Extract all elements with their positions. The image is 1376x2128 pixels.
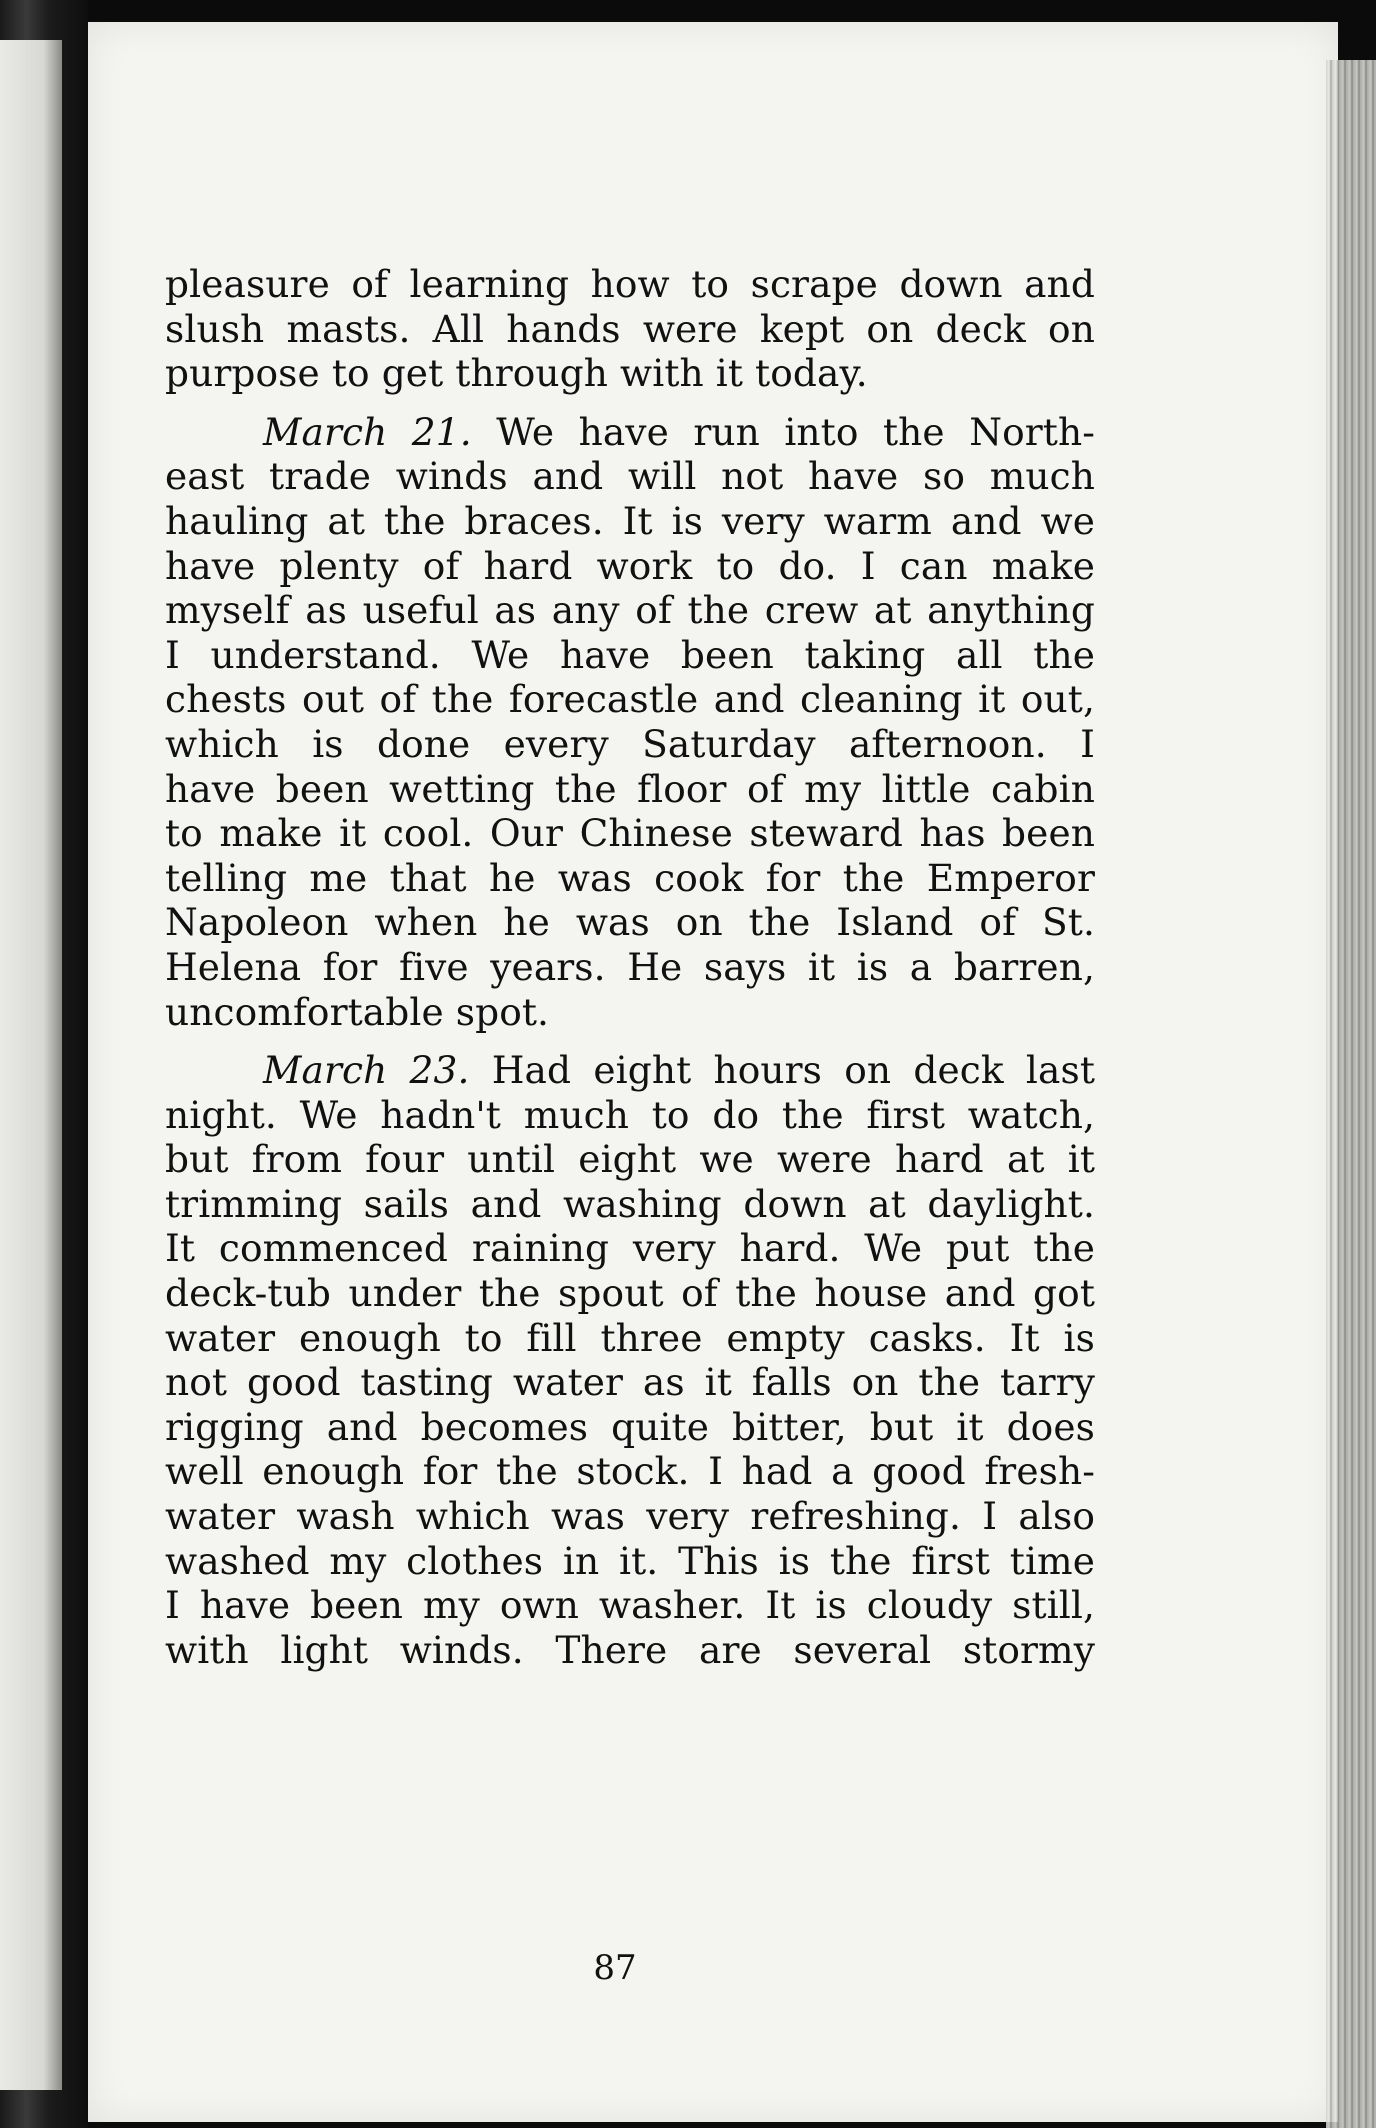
text-line: trimming sails and washing down at daylight. bbox=[165, 1181, 1095, 1226]
text-line: chests out of the forecastle and cleaning it out, bbox=[165, 677, 1095, 722]
page-number: 87 bbox=[593, 1948, 637, 1988]
entry-first-line bbox=[165, 1048, 1095, 1093]
text-line: I have been my own washer. It is cloudy still, bbox=[165, 1583, 1095, 1628]
text-line: well enough for the stock. I had a good fresh- bbox=[165, 1449, 1095, 1494]
entry-date: March 21. bbox=[263, 409, 472, 454]
text-line: Napoleon when he was on the Island of St. bbox=[165, 900, 1095, 945]
text-line: Helena for five years. He says it is a barren, bbox=[165, 944, 1095, 989]
text-line: washed my clothes in it. This is the first time bbox=[165, 1538, 1095, 1583]
text-line: telling me that he was cook for the Emperor bbox=[165, 855, 1095, 900]
text-line: deck-tub under the spout of the house and got bbox=[165, 1271, 1095, 1316]
text-line: myself as useful as any of the crew at anything bbox=[165, 588, 1095, 633]
text-line: night. We hadn't much to do the first watch, bbox=[165, 1092, 1095, 1137]
text-line: which is done every Saturday afternoon. I bbox=[165, 721, 1095, 766]
text-line: purpose to get through with it today. bbox=[165, 351, 868, 396]
text-line: to make it cool. Our Chinese steward has been bbox=[165, 811, 1095, 856]
text-line: water wash which was very refreshing. I also bbox=[165, 1494, 1095, 1539]
entry-date: March 23. bbox=[263, 1048, 470, 1093]
entry-first-line bbox=[165, 410, 1095, 455]
text-line: east trade winds and will not have so much bbox=[165, 454, 1095, 499]
text-line: pleasure of learning how to scrape down and bbox=[165, 262, 1095, 306]
text-line: rigging and becomes quite bitter, but it does bbox=[165, 1404, 1095, 1449]
entry-first-line-text: Had eight hours on deck last bbox=[491, 1048, 1095, 1093]
page-text bbox=[165, 262, 1095, 1672]
text-line: hauling at the braces. It is very warm and we bbox=[165, 498, 1095, 543]
facing-page-edge bbox=[0, 40, 62, 2090]
text-line: not good tasting water as it falls on the tarry bbox=[165, 1360, 1095, 1405]
text-line: uncomfortable spot. bbox=[165, 989, 550, 1034]
text-line: It commenced raining very hard. We put the bbox=[165, 1226, 1095, 1271]
text-line: have been wetting the floor of my little cabin bbox=[165, 766, 1095, 811]
paragraph-gap bbox=[165, 1034, 1095, 1048]
entry-first-line-text: We have run into the North- bbox=[496, 409, 1095, 454]
text-line: I understand. We have been taking all the bbox=[165, 632, 1095, 677]
text-line: but from four until eight we were hard at it bbox=[165, 1137, 1095, 1182]
paragraph-gap bbox=[165, 396, 1095, 410]
text-line: with light winds. There are several stormy bbox=[165, 1627, 1095, 1672]
text-line: slush masts. All hands were kept on deck on bbox=[165, 306, 1095, 351]
page-stack-edge bbox=[1326, 60, 1376, 2128]
text-line: have plenty of hard work to do. I can make bbox=[165, 543, 1095, 588]
text-line: water enough to fill three empty casks. It is bbox=[165, 1315, 1095, 1360]
